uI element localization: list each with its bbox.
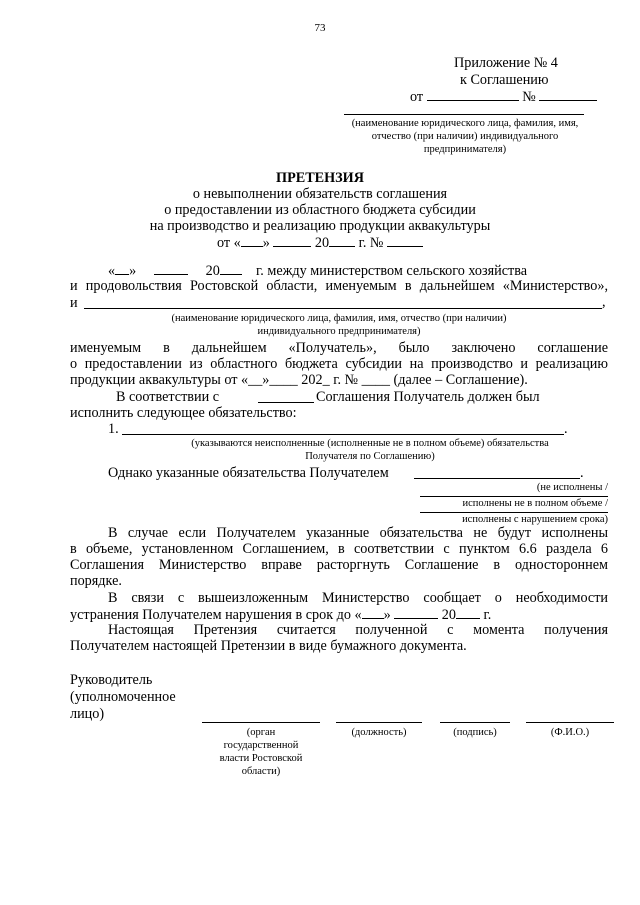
para2-line-2: исполнить следующее обязательство: bbox=[70, 405, 297, 421]
para1-line-6: продукции аквакультуры от «__»____ 202_ г. № ____ (далее – Соглашение). bbox=[70, 372, 528, 388]
para5-line-1: В связи с вышеизложенным Министерство сообщает о необходимости bbox=[108, 590, 608, 606]
counterparty-line bbox=[84, 308, 602, 309]
para4-line-2: в объеме, установленном Соглашением, в соответствии с пунктом 6.6 раздела 6 bbox=[70, 541, 608, 557]
subtitle-line-1: о невыполнении обязательств соглашения bbox=[192, 186, 448, 202]
para6-line-1: Настоящая Претензия считается полученной с момента получения bbox=[108, 622, 608, 638]
name-caption: (Ф.И.О.) bbox=[550, 727, 590, 738]
para4-line-4: порядке. bbox=[70, 573, 122, 589]
para6-line-2: Получателем настоящей Претензии в виде бумажного документа. bbox=[70, 638, 467, 654]
para2-caption-2: Получателя по Соглашению) bbox=[305, 451, 435, 462]
para4-line-3: Соглашения Министерство вправе расторгнуть Соглашение в одностороннем bbox=[70, 557, 608, 573]
organ-line bbox=[202, 722, 320, 723]
position-line bbox=[336, 722, 422, 723]
recipient-caption-3: предпринимателя) bbox=[423, 144, 507, 155]
document-title: ПРЕТЕНЗИЯ bbox=[276, 170, 364, 186]
name-line bbox=[526, 722, 614, 723]
recipient-caption-2: отчество (при наличии) индивидуального bbox=[371, 131, 559, 142]
organ-caption-1: (орган bbox=[246, 727, 276, 738]
para1-line-5: о предоставлении из областного бюджета субсидии на производство и реализацию bbox=[70, 356, 608, 372]
para2-caption-1: (указываются неисполненные (исполненные не в полном объеме) обязательства bbox=[191, 438, 549, 449]
para4-line-1: В случае если Получателем указанные обязательства не будут исполнены bbox=[108, 525, 608, 541]
appendix-line-3: от № bbox=[410, 88, 597, 105]
obligation-line bbox=[122, 434, 564, 435]
recipient-caption-1: (наименование юридического лица, фамилия, имя, bbox=[351, 118, 579, 129]
para1-line-3-i: и bbox=[70, 295, 78, 311]
para2-item-end: . bbox=[564, 421, 568, 437]
organ-caption-4: области) bbox=[241, 766, 281, 777]
date-line: от « » 20 г. № bbox=[0, 234, 640, 251]
organ-caption-2: государственной bbox=[223, 740, 299, 751]
para1-caption-2: индивидуального предпринимателя) bbox=[257, 326, 421, 337]
organ-caption-3: власти Ростовской bbox=[219, 753, 303, 764]
subtitle-line-2: о предоставлении из областного бюджета субсидии bbox=[164, 202, 476, 218]
page-number: 73 bbox=[314, 22, 326, 34]
sign-caption: (подпись) bbox=[453, 727, 497, 738]
appendix-line-1: Приложение № 4 bbox=[454, 55, 558, 71]
clause-line bbox=[258, 402, 314, 403]
recipient-line bbox=[344, 114, 584, 115]
signature-label-3: лицо) bbox=[70, 706, 105, 722]
para1-line-4: именуемым в дальнейшем «Получатель», было заключено соглашение bbox=[70, 340, 608, 356]
appendix-line-2: к Соглашению bbox=[460, 72, 549, 88]
para2-line-1a: В соответствии с bbox=[116, 389, 220, 405]
subtitle-line-3: на производство и реализацию продукции аквакультуры bbox=[149, 218, 491, 234]
para1-line-3-comma: , bbox=[602, 294, 606, 310]
para3-caption-3: исполнены с нарушением срока) bbox=[462, 514, 608, 525]
para3-end: . bbox=[580, 465, 584, 481]
signature-label-2: (уполномоченное bbox=[70, 689, 176, 705]
para3-caption-1: (не исполнены / bbox=[536, 482, 608, 493]
para3-text: Однако указанные обязательства Получателем bbox=[108, 465, 389, 481]
para2-item-number: 1. bbox=[108, 421, 119, 437]
status-line bbox=[414, 478, 580, 479]
para3-caption-2: исполнены не в полном объеме / bbox=[462, 498, 608, 509]
signature-label-1: Руководитель bbox=[70, 672, 153, 688]
position-caption: (должность) bbox=[351, 727, 407, 738]
para5-line-2: устранения Получателем нарушения в срок до « » 20 г. bbox=[70, 607, 492, 623]
para2-line-1b: Соглашения Получатель должен был bbox=[316, 389, 540, 405]
para1-line-1: « » 20 г. между министерством сельского хозяйства bbox=[108, 263, 528, 279]
para1-caption-1: (наименование юридического лица, фамилия, имя, отчество (при наличии) bbox=[171, 313, 507, 324]
sign-line bbox=[440, 722, 510, 723]
para1-line-2: и продовольствия Ростовской области, именуемым в дальнейшем «Министерство», bbox=[70, 278, 608, 294]
